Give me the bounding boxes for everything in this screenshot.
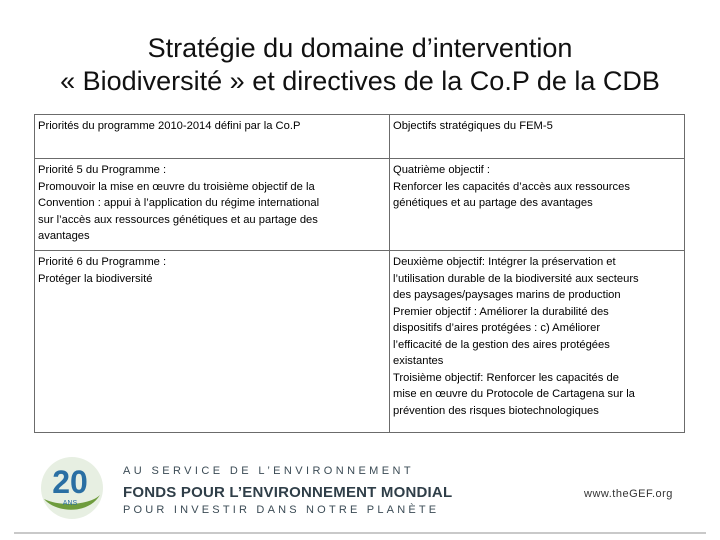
- objectives-1-2-3-cell: [390, 251, 685, 433]
- footer-divider: [14, 532, 706, 534]
- cell-line: Troisième objectif: Renforcer les capacités de: [393, 371, 619, 384]
- cell-line: avantages: [38, 230, 90, 242]
- cell-line: Quatrième objectif :: [393, 164, 491, 176]
- cell-line: Priorité 5 du Programme :: [38, 164, 167, 176]
- cell-line: l’efficacité de la gestion des aires protégées: [393, 338, 610, 351]
- cell-line: Promouvoir la mise en œuvre du troisième objectif de la: [38, 180, 315, 193]
- cell-line: Premier objectif : Améliorer la durabilité des: [393, 305, 609, 318]
- cell-line: Convention : appui à l’application du régime international: [38, 197, 320, 209]
- cell-line: Protéger la biodiversité: [38, 272, 153, 285]
- cell-line: des paysages/paysages marins de production: [393, 289, 621, 301]
- priority-5-cell: [35, 159, 390, 251]
- cell-line: Priorité 6 du Programme :: [38, 256, 167, 268]
- cell-line: sur l’accès aux ressources génétiques et au partage des: [38, 213, 318, 226]
- slide-title: [20, 32, 700, 98]
- gef-20-years-logo: [36, 455, 106, 521]
- title-line-1: Stratégie du domaine d’intervention: [147, 33, 573, 63]
- title-line-2: « Biodiversité » et directives de la Co.P de la CDB: [60, 66, 660, 96]
- priorities-table: [34, 114, 685, 433]
- cell-line: prévention des risques biotechnologiques: [393, 404, 599, 417]
- table-row: [35, 251, 685, 433]
- table-header-row: [35, 115, 685, 159]
- cell-line: existantes: [393, 355, 444, 367]
- footer-fund-name: FONDS POUR L’ENVIRONNEMENT MONDIAL: [123, 484, 453, 501]
- cell-line: dispositifs d’aires protégées : c) Améliorer: [393, 322, 601, 334]
- logo-number: 20: [52, 464, 88, 500]
- cell-line: Renforcer les capacités d’accès aux ressources: [393, 180, 630, 193]
- table-row: [35, 159, 685, 251]
- header-cell-objectives: Objectifs stratégiques du FEM-5: [390, 115, 685, 159]
- header-cell-priorities: Priorités du programme 2010-2014 défini par la Co.P: [35, 115, 390, 159]
- logo-label: ANS: [62, 500, 78, 507]
- cell-line: mise en œuvre du Protocole de Cartagena sur la: [393, 388, 635, 400]
- cell-line: Deuxième objectif: Intégrer la préservation et: [393, 256, 616, 268]
- priority-6-cell: [35, 251, 390, 433]
- cell-line: génétiques et au partage des avantages: [393, 197, 593, 209]
- footer-tagline: POUR INVESTIR DANS NOTRE PLANÈTE: [123, 504, 440, 516]
- footer-motto: AU SERVICE DE L’ENVIRONNEMENT: [123, 465, 414, 477]
- footer-website-link[interactable]: www.theGEF.org: [584, 488, 673, 500]
- objective-4-cell: [390, 159, 685, 251]
- cell-line: l’utilisation durable de la biodiversité aux secteurs: [393, 272, 639, 285]
